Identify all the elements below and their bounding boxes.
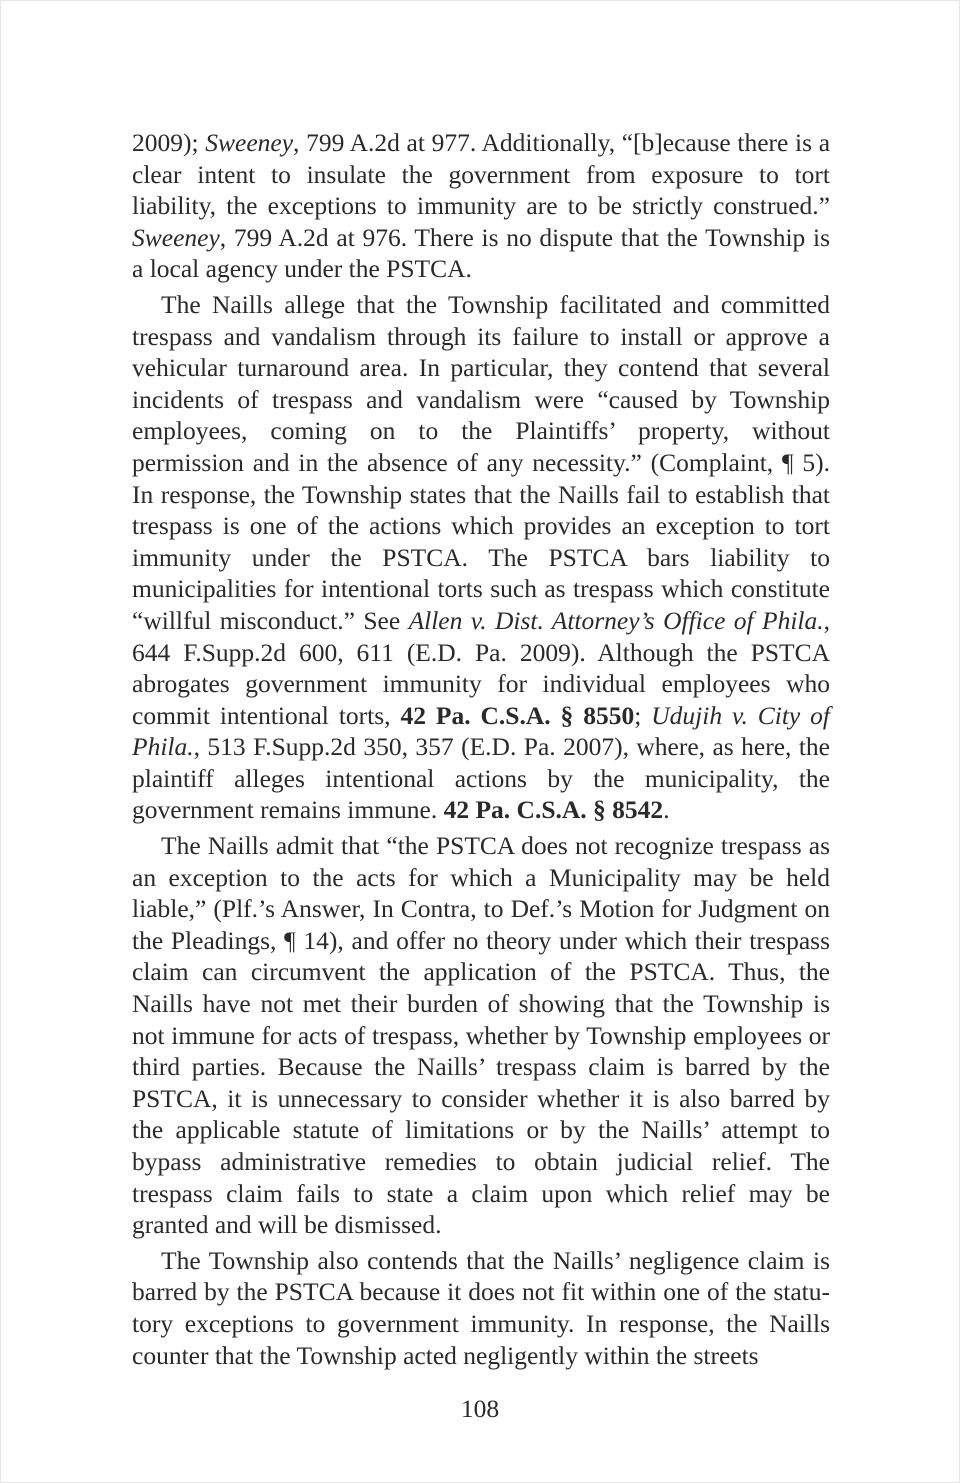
statute-citation: 42 Pa. C.S.A. § 8542 <box>443 795 664 825</box>
case-citation: Allen v. Dist. Attorney’s Office of Phila. <box>408 605 824 635</box>
text-run: The Naills allege that the Township facilitated and committed trespass and vandalism through its failure to install or approve a vehicular turnaround area. In particular, they contend that several incidents of trespass and vandalism were “caused by Township employees, coming on to the Plaintiffs’ property, without permission and in the absence of any necessity.” (Complaint, ¶ 5). In response, the Township states that the Naills fail to establish that trespass is one of the actions which provides an exception to tort immunity under the PSTCA. The PSTCA bars liability to municipalities for intentional torts such as trespass which constitute “willful misconduct.” See <box>132 289 830 635</box>
paragraph <box>132 830 830 1241</box>
text-run: , 799 A.2d at 976. There is no dispute that the Township is a local agency under the PSTCA. <box>132 222 830 284</box>
case-citation: Sweeney <box>132 222 220 252</box>
case-citation: Udujih v. City of Phila. <box>132 700 831 762</box>
paragraph <box>132 127 830 285</box>
text-run: , 644 F.Supp.2d 600, 611 (E.D. Pa. 2009). Although the PSTCA abrogates government immunity for individual employees who commit intentional torts, <box>132 605 831 730</box>
paragraph <box>132 289 830 826</box>
text-run: , 799 A.2d at 977. Additionally, “[b]ecause there is a clear intent to insulate the government from exposure to tort liability, the exceptions to immunity are to be strictly construed.” <box>132 128 831 221</box>
text-run: . <box>663 795 670 825</box>
text-run: , 513 F.Supp.2d 350, 357 (E.D. Pa. 2007), where, as here, the plaintiff alleges intentional actions by the municipality, the government remains immune. <box>132 732 830 825</box>
text-run: 2009); <box>132 128 206 157</box>
text-run: The Naills admit that “the PSTCA does not recognize trespass as an exception to the acts for which a Municipality may be held liable,” (Plf.’s Answer, In Contra, to Def.’s Motion for Judgment on the Pleadings, ¶ 14), and offer no theory under which their trespass claim can circumvent the application of the PSTCA. Thus, the Naills have not met their burden of showing that the Township is not immune for acts of trespass, whether by Township employees or third parties. Because the Naills’ trespass claim is barred by the PSTCA, it is unnecessary to consider whether it is also barred by the applicable statute of limitations or by the Naills’ attempt to bypass administrative remedies to obtain judicial relief. The trespass claim fails to state a claim upon which relief may be granted and will be dismissed. <box>132 831 830 1240</box>
body-text <box>132 127 830 1375</box>
page-number: 108 <box>460 1394 500 1423</box>
paragraph <box>132 1245 830 1371</box>
case-citation: Sweeney <box>205 128 294 157</box>
text-run: The Township also contends that the Naills’ negligence claim is barred by the PSTCA because it does not fit within one of the statutory exceptions to government immunity. In response, the Naills counter that the Township acted negligently within the streets <box>132 1245 830 1370</box>
statute-citation: 42 Pa. C.S.A. § 8550 <box>400 700 635 730</box>
text-run: ; <box>634 700 652 730</box>
